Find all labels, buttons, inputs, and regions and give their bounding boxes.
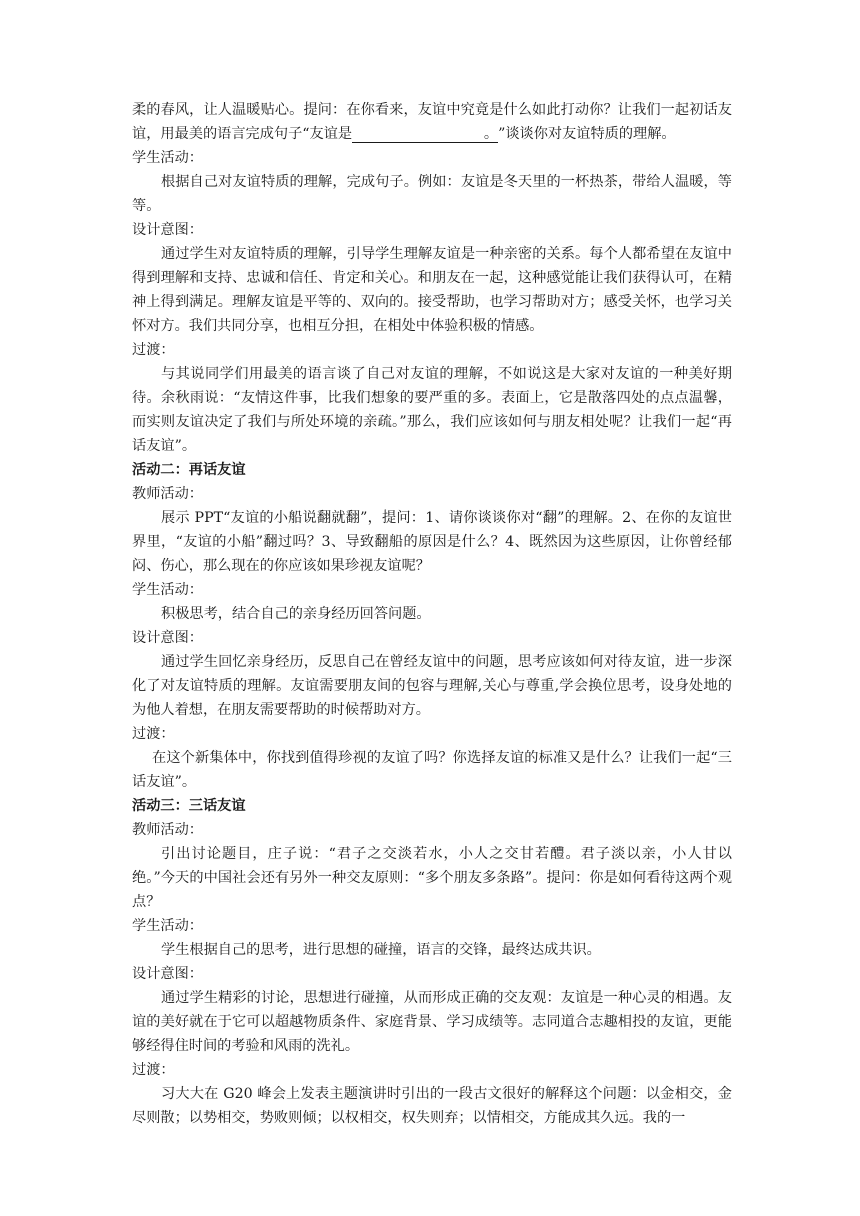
label-design-intent: 设计意图： <box>132 222 203 238</box>
intro-text-start: 柔的春风，让人温暖贴心。提问：在你看来，友谊中究竟是什么如此打动你？让我们一起初话友谊，用最美的语言完成句子“友谊是 <box>132 102 732 142</box>
teacher-activity-text: 展示 PPT“友谊的小船说翻就翻”，提问：1、请你谈谈你对“翻”的理解。2、在你的友谊世界里，“友谊的小船”翻过吗？3、导致翻船的原因是什么？4、既然因为这些原因，让你曾经郁闷、伤心，那么现在的你应该如果珍视友谊呢？ <box>132 510 732 574</box>
label-teacher-activity: 教师活动： <box>132 486 203 502</box>
section-heading-activity-2: 活动二：再话友谊 <box>132 462 246 478</box>
design-intent-text: 通过学生精彩的讨论，思想进行碰撞，从而形成正确的交友观：友谊是一种心灵的相遇。友谊的美好就在于它可以超越物质条件、家庭背景、学习成绩等。志同道合志趣相投的友谊，更能够经得住时间的考验和风雨的洗礼。 <box>132 990 732 1054</box>
intro-text-end: ”谈谈你对友谊特质的理解。 <box>498 126 676 142</box>
intro-paragraph <box>132 98 732 146</box>
label-transition: 过渡： <box>132 342 175 358</box>
label-student-activity: 学生活动： <box>132 918 203 934</box>
label-design-intent: 设计意图： <box>132 630 203 646</box>
student-activity-text: 学生根据自己的思考，进行思想的碰撞，语言的交锋，最终达成共识。 <box>161 942 601 958</box>
label-student-activity: 学生活动： <box>132 150 203 166</box>
student-activity-text: 积极思考，结合自己的亲身经历回答问题。 <box>161 606 431 622</box>
fill-in-blank-period: 。 <box>483 126 499 142</box>
teacher-activity-text: 引出讨论题目，庄子说：“君子之交淡若水，小人之交甘若醴。君子淡以亲，小人甘以绝。”今天的中国社会还有另外一种交友原则：“多个朋友多条路”。提问：你是如何看待这两个观点？ <box>132 846 732 910</box>
label-teacher-activity: 教师活动： <box>132 822 203 838</box>
document-page <box>132 98 732 1130</box>
label-student-activity: 学生活动： <box>132 582 203 598</box>
label-design-intent: 设计意图： <box>132 966 203 982</box>
transition-text: 在这个新集体中，你找到值得珍视的友谊了吗？你选择友谊的标准又是什么？让我们一起“三话友谊”。 <box>132 750 732 790</box>
label-transition: 过渡： <box>132 726 175 742</box>
section-heading-activity-3: 活动三：三话友谊 <box>132 798 246 814</box>
student-activity-text: 根据自己对友谊特质的理解，完成句子。例如：友谊是冬天里的一杯热茶，带给人温暖，等等。 <box>132 174 732 214</box>
design-intent-text: 通过学生对友谊特质的理解，引导学生理解友谊是一种亲密的关系。每个人都希望在友谊中得到理解和支持、忠诚和信任、肯定和关心。和朋友在一起，这种感觉能让我们获得认可，在精神上得到满足。理解友谊是平等的、双向的。接受帮助，也学习帮助对方；感受关怀，也学习关怀对方。我们共同分享，也相互分担，在相处中体验积极的情感。 <box>132 246 732 334</box>
design-intent-text: 通过学生回忆亲身经历，反思自己在曾经友谊中的问题，思考应该如何对待友谊，进一步深化了对友谊特质的理解。友谊需要朋友间的包容与理解,关心与尊重,学会换位思考，设身处地的为他人着想，在朋友需要帮助的时候帮助对方。 <box>132 654 732 718</box>
transition-text: 习大大在 G20 峰会上发表主题演讲时引出的一段古文很好的解释这个问题：以金相交，金尽则散；以势相交，势败则倾；以权相交，权失则弃；以情相交，方能成其久远。我的一 <box>132 1086 732 1126</box>
label-transition: 过渡： <box>132 1062 175 1078</box>
transition-text: 与其说同学们用最美的语言谈了自己对友谊的理解，不如说这是大家对友谊的一种美好期待。余秋雨说：“友情这件事，比我们想象的要严重的多。表面上，它是散落四处的点点温馨，而实则友谊决定了我们与所处环境的亲疏。”那么，我们应该如何与朋友相处呢？让我们一起“再话友谊”。 <box>132 366 732 454</box>
fill-in-blank <box>352 126 498 143</box>
